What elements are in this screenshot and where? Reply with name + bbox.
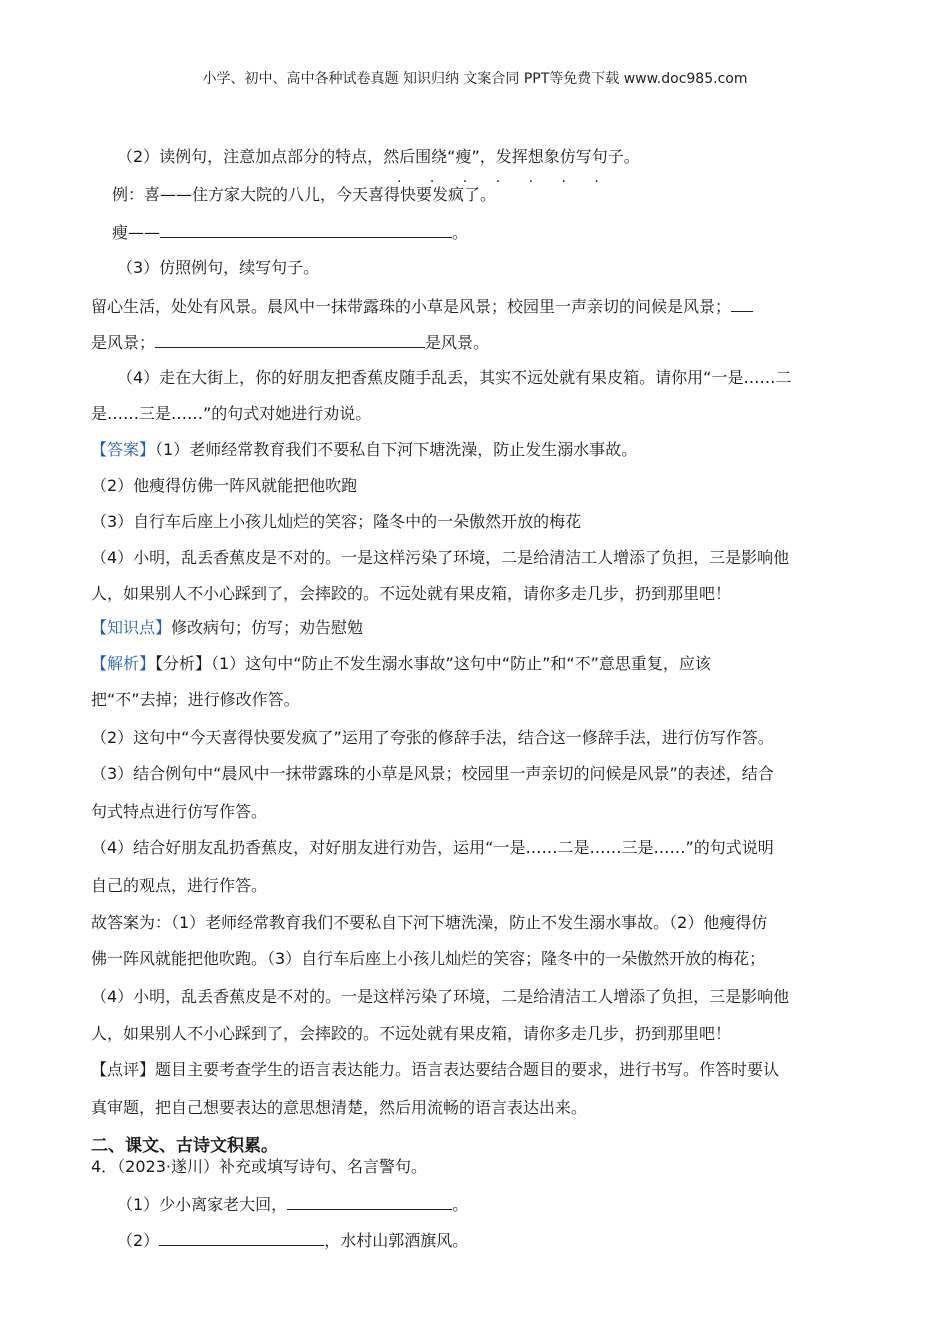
analysis-line5: 句式特点进行仿写作答。 bbox=[91, 802, 268, 821]
comment-line1: 【点评】题目主要考查学生的语言表达能力。语言表达要结合题目的要求，进行书写。作答时要认 bbox=[91, 1060, 780, 1079]
emphasis-dots: · · · · · · · bbox=[397, 174, 611, 190]
fill-prefix: 瘦—— bbox=[112, 223, 161, 242]
answer-text: （1）老师经常教育我们不要私自下河下塘洗澡，防止发生溺水事故。 bbox=[155, 440, 638, 459]
q3-prompt: （3）仿照例句，续写句子。 bbox=[117, 258, 320, 277]
answer-blank[interactable] bbox=[731, 295, 753, 312]
analysis-line8: 故答案为：（1）老师经常教育我们不要私自下河下塘洗澡，防止不发生溺水事故。（2）他瘦得仿 bbox=[91, 913, 768, 932]
knowledge-tag: 【知识点】 bbox=[91, 618, 172, 637]
poem1-prefix: （1）少小离家老大回， bbox=[117, 1195, 288, 1214]
answer-line3: （3）自行车后座上小孩儿灿烂的笑容；隆冬中的一朵傲然开放的梅花 bbox=[91, 512, 582, 531]
q4-line1: （4）走在大街上，你的好朋友把香蕉皮随手乱丢，其实不远处就有果皮箱。请你用“一是……二 bbox=[117, 368, 792, 387]
analysis-line2: 把“不”去掉；进行修改作答。 bbox=[91, 690, 300, 709]
q2-example: 例：喜——住方家大院的八儿，今天喜得快要发疯了。 bbox=[112, 185, 497, 204]
comment-line2: 真审题，把自己想要表达的意思想清楚，然后用流畅的语言表达出来。 bbox=[91, 1098, 588, 1117]
q3-line2-b: 是风景。 bbox=[425, 333, 490, 352]
q2-fill-line bbox=[112, 221, 468, 244]
analysis-line3: （2）这句中“今天喜得快要发疯了”运用了夸张的修辞手法，结合这一修辞手法，进行仿写作答。 bbox=[91, 728, 774, 747]
analysis-text: 【分析】（1）这句中“防止不发生溺水事故”这句中“防止”和“不”意思重复，应该 bbox=[155, 654, 711, 673]
analysis-line6: （4）结合好朋友乱扔香蕉皮，对好朋友进行劝告，运用“一是……二是……三是……”的句式说明 bbox=[91, 838, 774, 857]
knowledge-text: 修改病句；仿写；劝告慰勉 bbox=[171, 618, 364, 637]
answer-line1 bbox=[91, 439, 637, 461]
analysis-line9: 佛一阵风就能把他吹跑。（3）自行车后座上小孩儿灿烂的笑容；隆冬中的一朵傲然开放的梅花； bbox=[91, 949, 766, 968]
answer-blank[interactable] bbox=[155, 331, 425, 348]
analysis-tag: 【解析】 bbox=[91, 654, 156, 673]
knowledge-line bbox=[91, 617, 363, 639]
q2-prompt: （2）读例句，注意加点部分的特点，然后围绕“瘦”，发挥想象仿写句子。 bbox=[117, 147, 640, 166]
poem2-suffix: ，水村山郭酒旗风。 bbox=[324, 1231, 469, 1250]
answer-line2: （2）他瘦得仿佛一阵风就能把他吹跑 bbox=[91, 476, 358, 495]
q3-line1-text: 留心生活，处处有风景。晨风中一抹带露珠的小草是风景；校园里一声亲切的问候是风景； bbox=[91, 297, 732, 316]
poem-line1 bbox=[117, 1193, 468, 1216]
answer-tag: 【答案】 bbox=[91, 440, 156, 459]
q3-line2-a: 是风景； bbox=[91, 333, 156, 352]
q3-line2 bbox=[91, 331, 489, 354]
fill-suffix: 。 bbox=[452, 223, 469, 242]
page-header: 小学、初中、高中各种试卷真题 知识归纳 文案合同 PPT等免费下载 www.doc985.com bbox=[202, 71, 748, 87]
analysis-line10: （4）小明，乱丢香蕉皮是不对的。一是这样污染了环境，二是给清洁工人增添了负担，三是影响他 bbox=[91, 987, 790, 1006]
answer-blank[interactable] bbox=[160, 221, 452, 238]
poem1-suffix: 。 bbox=[452, 1195, 469, 1214]
answer-blank[interactable] bbox=[159, 1229, 324, 1246]
section-title: 二、课文、古诗文积累。 bbox=[91, 1136, 278, 1156]
analysis-line11: 人，如果别人不小心踩到了，会摔跤的。不远处就有果皮箱，请你多走几步，扔到那里吧！ bbox=[91, 1024, 732, 1043]
analysis-line7: 自己的观点，进行作答。 bbox=[91, 876, 268, 895]
poem-line2 bbox=[117, 1229, 468, 1252]
q4-line2: 是……三是……”的句式对她进行劝说。 bbox=[91, 404, 372, 423]
answer-blank[interactable] bbox=[287, 1193, 452, 1210]
q4b-title: 4．（2023·遂川）补充或填写诗句、名言警句。 bbox=[91, 1157, 427, 1176]
poem2-prefix: （2） bbox=[117, 1231, 160, 1250]
analysis-line1 bbox=[91, 653, 711, 675]
answer-line5: 人，如果别人不小心踩到了，会摔跤的。不远处就有果皮箱，请你多走几步，扔到那里吧！ bbox=[91, 584, 732, 603]
answer-line4: （4）小明，乱丢香蕉皮是不对的。一是这样污染了环境，二是给清洁工人增添了负担，三是影响他 bbox=[91, 548, 790, 567]
analysis-line4: （3）结合例句中“晨风中一抹带露珠的小草是风景；校园里一声亲切的问候是风景”的表述，结合 bbox=[91, 764, 774, 783]
q3-line1 bbox=[91, 295, 753, 318]
